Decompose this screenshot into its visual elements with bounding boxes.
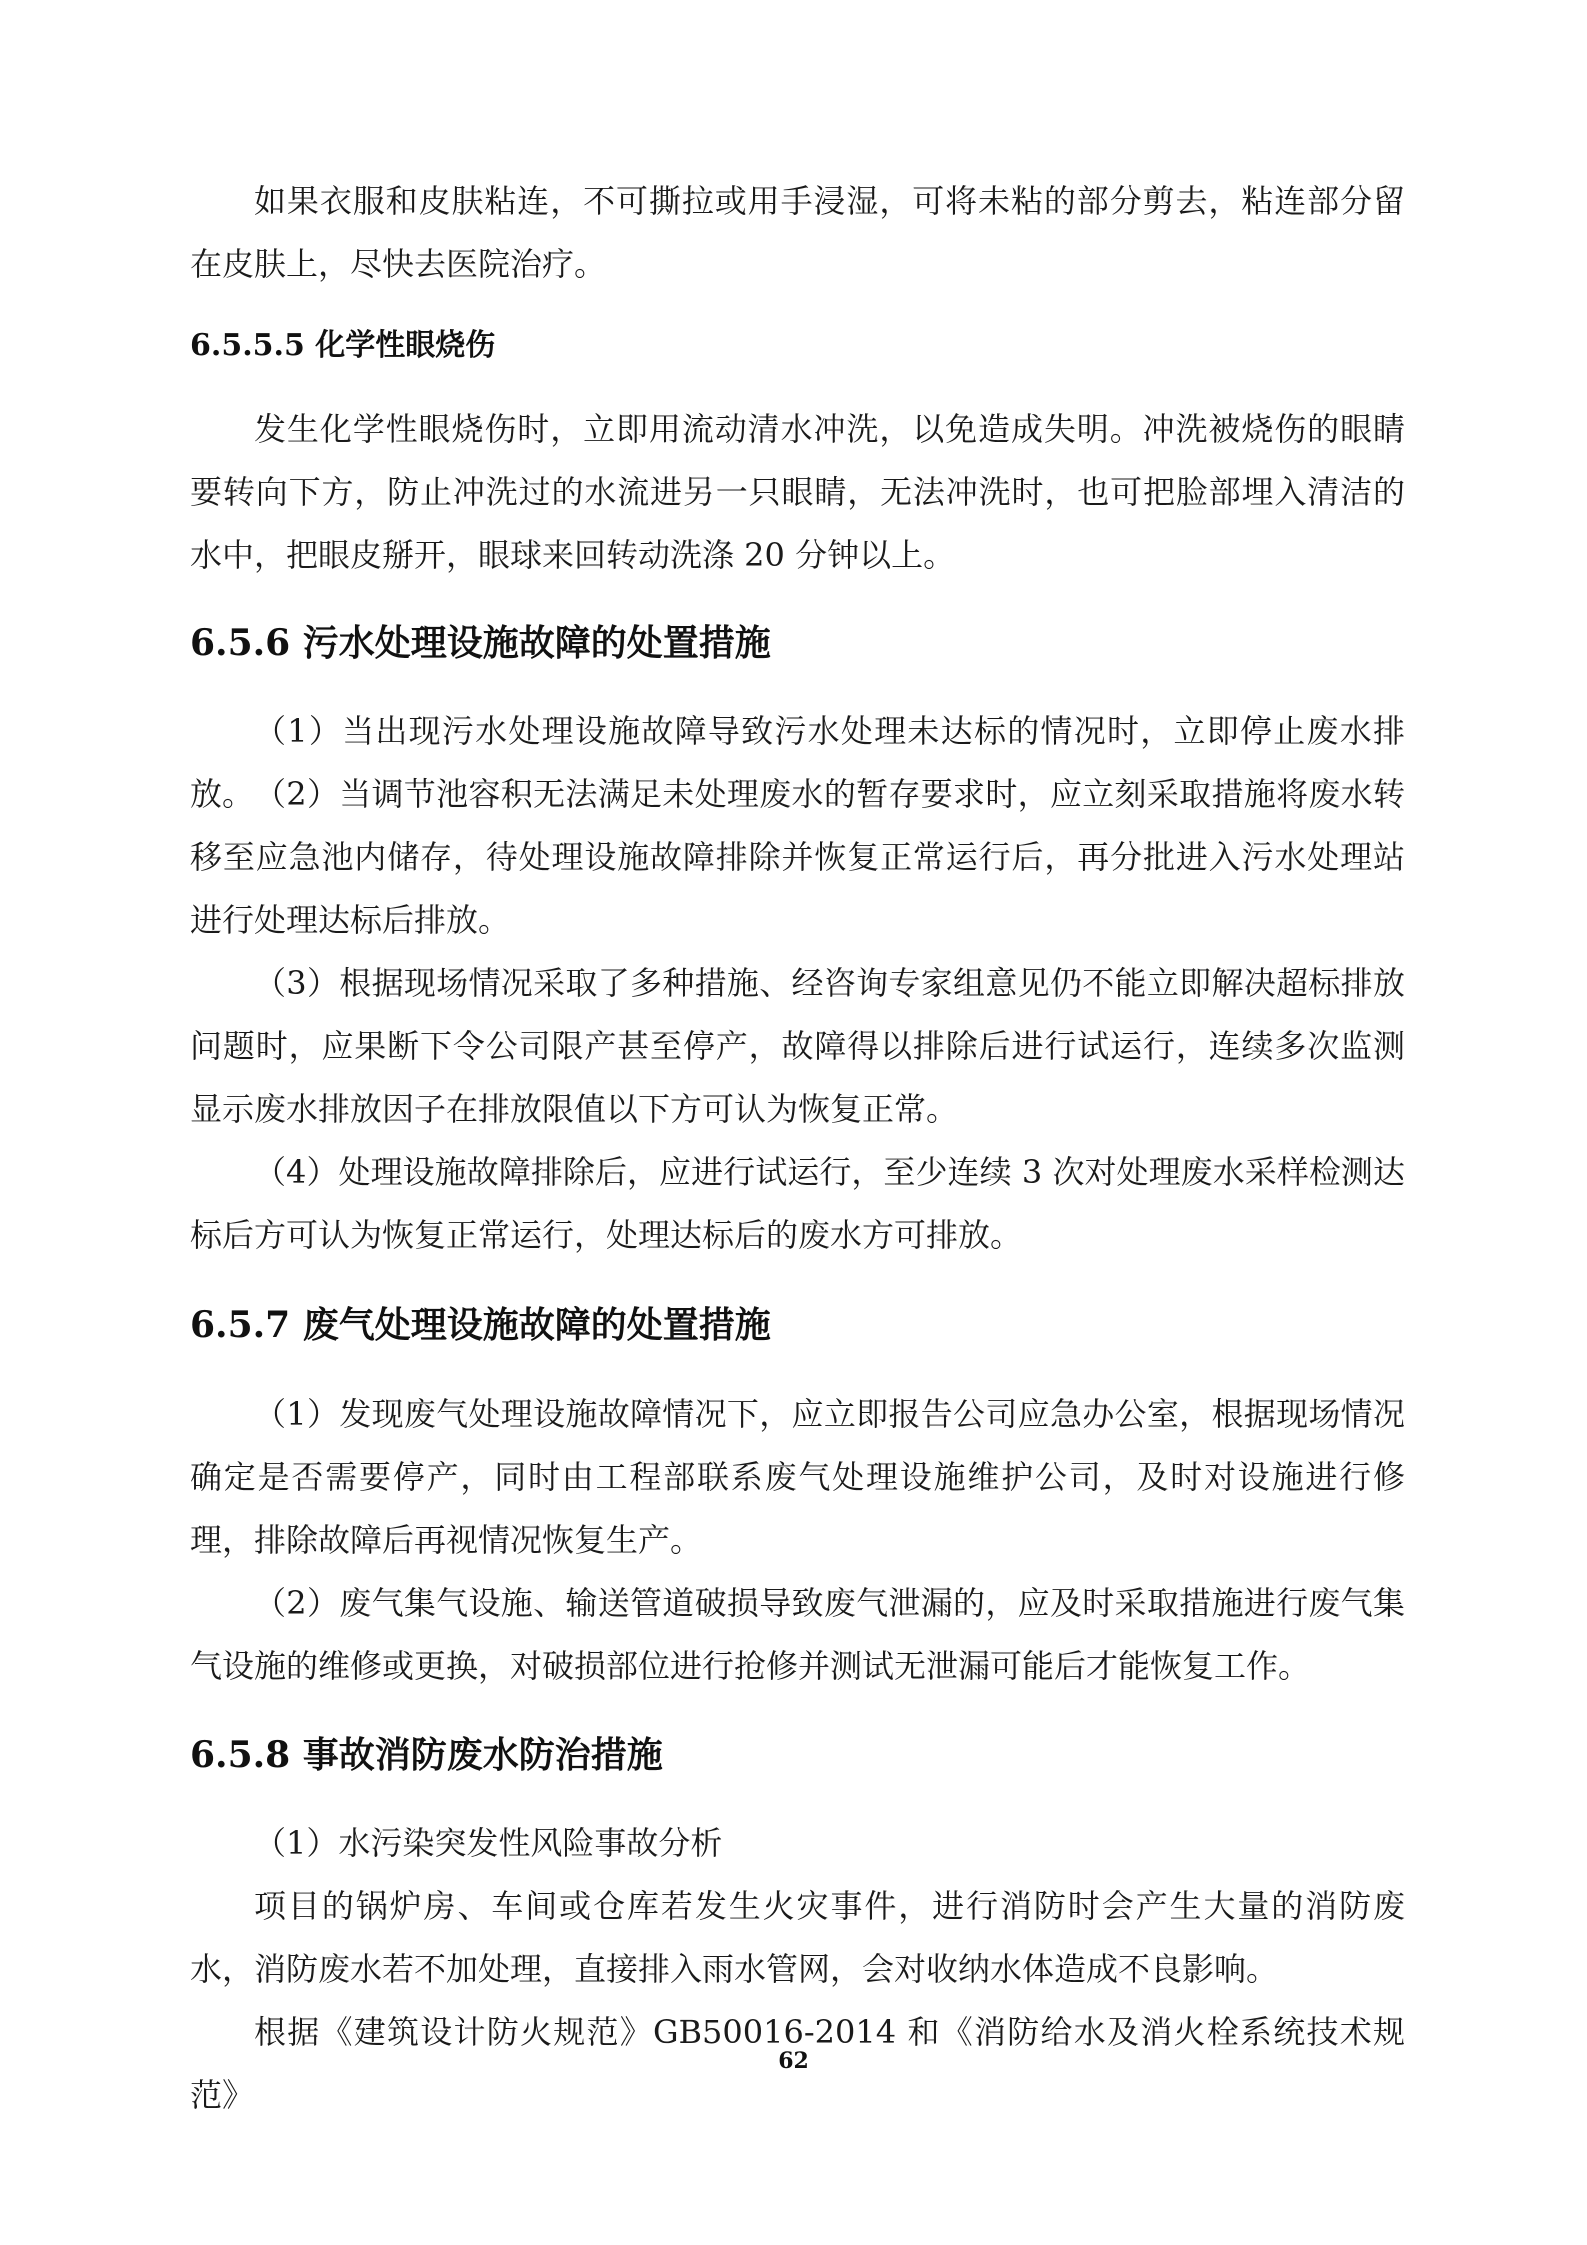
paragraph-658-item-1: （1）水污染突发性风险事故分析	[254, 1824, 723, 1862]
paragraph-656-item-2: （2）当调节池容积无法满足未处理废水的暂存要求时，应立刻采取措施将废水转移至应急池内储存，待处理设施故障排除并恢复正常运行后，再分批进入污水处理站进行处理达标后排放。	[190, 775, 1405, 939]
heading-6-5-6: 6.5.6 污水处理设施故障的处置措施	[190, 622, 771, 664]
heading-6-5-8: 6.5.8 事故消防废水防治措施	[190, 1734, 663, 1776]
paragraph-chemical-eye-burn: 发生化学性眼烧伤时，立即用流动清水冲洗，以免造成失明。冲洗被烧伤的眼睛要转向下方，防止冲洗过的水流进另一只眼睛，无法冲洗时，也可把脸部埋入清洁的水中，把眼皮掰开，眼球来回转动洗涤 20 分钟以上。	[190, 410, 1405, 574]
page-number: 62	[778, 2048, 809, 2074]
paragraph-657-item-2: （2）废气集气设施、输送管道破损导致废气泄漏的，应及时采取措施进行废气集气设施的维修或更换，对破损部位进行抢修并测试无泄漏可能后才能恢复工作。	[190, 1584, 1405, 1685]
paragraph-657-item-1: （1）发现废气处理设施故障情况下，应立即报告公司应急办公室，根据现场情况确定是否需要停产，同时由工程部联系废气处理设施维护公司，及时对设施进行修理，排除故障后再视情况恢复生产。	[190, 1395, 1405, 1559]
paragraph-656-item-3: （3）根据现场情况采取了多种措施、经咨询专家组意见仍不能立即解决超标排放问题时，应果断下令公司限产甚至停产，故障得以排除后进行试运行，连续多次监测显示废水排放因子在排放限值以下方可认为恢复正常。	[190, 964, 1405, 1128]
paragraph-656-item-4: （4）处理设施故障排除后，应进行试运行，至少连续 3 次对处理废水采样检测达标后方可认为恢复正常运行，处理达标后的废水方可排放。	[190, 1153, 1405, 1254]
paragraph-658-fire-water: 项目的锅炉房、车间或仓库若发生火灾事件，进行消防时会产生大量的消防废水，消防废水若不加处理，直接排入雨水管网，会对收纳水体造成不良影响。	[190, 1887, 1405, 1988]
paragraph-656-item-1: （1）当出现污水处理设施故障导致污水处理未达标的情况时，立即停止废水排放。	[190, 712, 1405, 813]
paragraph-658-standards: 根据《建筑设计防火规范》GB50016-2014 和《消防给水及消火栓系统技术规范》	[190, 2013, 1405, 2114]
heading-6-5-5-5: 6.5.5.5 化学性眼烧伤	[190, 328, 496, 363]
heading-6-5-7: 6.5.7 废气处理设施故障的处置措施	[190, 1304, 771, 1346]
paragraph-clothing-skin: 如果衣服和皮肤粘连，不可撕拉或用手浸湿，可将未粘的部分剪去，粘连部分留在皮肤上，尽快去医院治疗。	[190, 182, 1405, 283]
